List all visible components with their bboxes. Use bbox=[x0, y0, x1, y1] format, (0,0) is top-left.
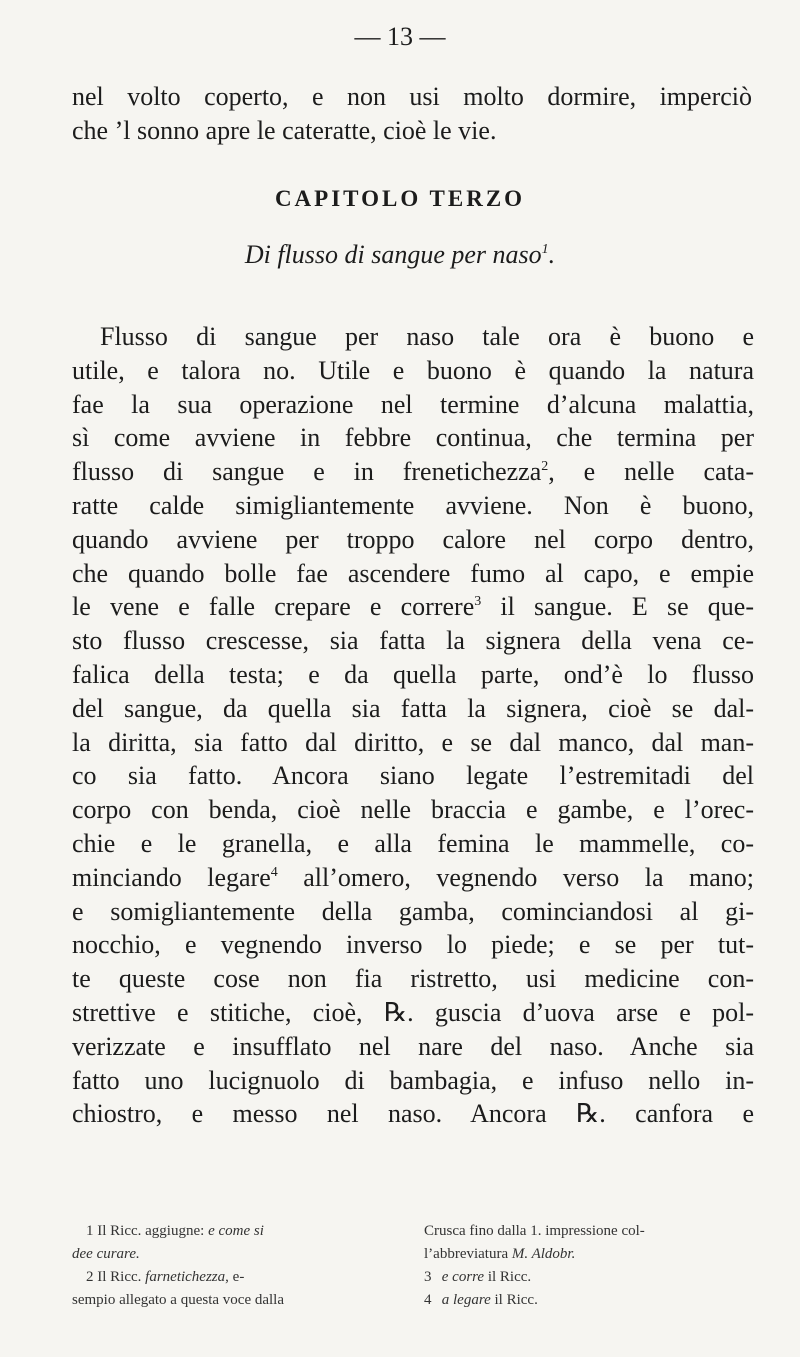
footnote-number: 2 bbox=[86, 1269, 94, 1285]
body-line: quando avviene per troppo calore nel corpo dentro, bbox=[72, 524, 754, 554]
footnote-number: 3 bbox=[424, 1269, 432, 1285]
body-line: e somigliantemente della gamba, cominciandosi al gi- bbox=[72, 896, 754, 926]
footnotes-left-column bbox=[72, 1220, 400, 1312]
footnote-number: 1 bbox=[86, 1223, 94, 1239]
body-line: strettive e stitiche, cioè, ℞. guscia d’uova arse e pol- bbox=[72, 997, 754, 1027]
body-line: verizzate e insufflato nel nare del naso. Anche sia bbox=[72, 1031, 754, 1061]
body-line: sto flusso crescesse, sia fatta la signera della vena ce- bbox=[72, 626, 754, 656]
body-line: chiostro, e messo nel naso. Ancora ℞. canfora e bbox=[72, 1099, 754, 1129]
body-line: flusso di sangue e in frenetichezza$^2$, e nelle cata- bbox=[72, 457, 754, 487]
page-number: — 13 — bbox=[354, 22, 446, 51]
chapter-subtitle-text: Di flusso di sangue per naso bbox=[244, 240, 542, 269]
chapter-body bbox=[72, 320, 754, 1131]
footnote-line: Crusca fino dalla 1. impressione col- bbox=[424, 1223, 645, 1239]
footnote-line: 2 Il Ricc. farnetichezza, e- bbox=[86, 1269, 245, 1285]
body-line: fatto uno lucignuolo di bambagia, e infuso nello in- bbox=[72, 1065, 754, 1095]
body-line: le vene e falle crepare e correre$^3$ il sangue. E se que- bbox=[72, 592, 754, 622]
chapter-title: CAPITOLO TERZO bbox=[274, 186, 526, 211]
body-line: corpo con benda, cioè nelle braccia e gambe, e l’orec- bbox=[72, 795, 754, 825]
body-line: te queste cose non fia ristretto, usi medicine con- bbox=[72, 964, 754, 994]
footnote-ref: 4 bbox=[270, 864, 278, 880]
footnote-line: 4 a legare il Ricc. bbox=[424, 1289, 752, 1312]
footnote-line: dee curare. bbox=[72, 1246, 140, 1262]
body-line: chie e le granella, e alla femina le mammelle, co- bbox=[72, 828, 754, 858]
footnote-line: sempio allegato a questa voce dalla bbox=[72, 1292, 284, 1308]
intro-line: nel volto coperto, e non usi molto dormire, imperciò bbox=[72, 82, 752, 111]
body-line: Flusso di sangue per naso tale ora è buono e bbox=[100, 322, 754, 351]
intro-line: che ’l sonno apre le cateratte, cioè le vie. bbox=[72, 115, 497, 145]
body-line: la diritta, sia fatto dal diritto, e se dal manco, dal man- bbox=[72, 727, 754, 757]
body-line: falica della testa; e da quella parte, ond’è lo flusso bbox=[72, 659, 754, 689]
body-line: co sia fatto. Ancora siano legate l’estremitadi del bbox=[72, 761, 754, 791]
footnote-number: 4 bbox=[424, 1292, 432, 1308]
footnotes-right-column bbox=[424, 1220, 752, 1312]
footnotes bbox=[72, 1220, 752, 1312]
footnote-ref: 1 bbox=[541, 242, 549, 257]
body-line: ratte calde simigliantemente avviene. Non è buono, bbox=[72, 490, 754, 520]
body-line: nocchio, e vegnendo inverso lo piede; e se per tut- bbox=[72, 930, 754, 960]
body-line: che quando bolle fae ascendere fumo al capo, e empie bbox=[72, 558, 754, 588]
footnote-line: 3 e corre il Ricc. bbox=[424, 1266, 752, 1289]
footnote-line: 1 Il Ricc. aggiugne: e come si bbox=[86, 1223, 264, 1239]
footnote-ref: 2 bbox=[541, 459, 549, 475]
body-line: del sangue, da quella sia fatta la signera, cioè se dal- bbox=[72, 693, 754, 723]
intro-paragraph bbox=[72, 80, 752, 148]
body-line: minciando legare$^4$ all’omero, vegnendo verso la mano; bbox=[72, 862, 754, 892]
body-line: sì come avviene in febbre continua, che termina per bbox=[72, 423, 754, 453]
chapter-subtitle: Di flusso di sangue per naso$^1$. bbox=[244, 240, 556, 269]
footnote-ref: 3 bbox=[474, 594, 482, 610]
footnote-line: l’abbreviatura M. Aldobr. bbox=[424, 1246, 576, 1262]
body-line: fae la sua operazione nel termine d’alcuna malattia, bbox=[72, 389, 754, 419]
body-line: utile, e talora no. Utile e buono è quando la natura bbox=[72, 355, 754, 385]
